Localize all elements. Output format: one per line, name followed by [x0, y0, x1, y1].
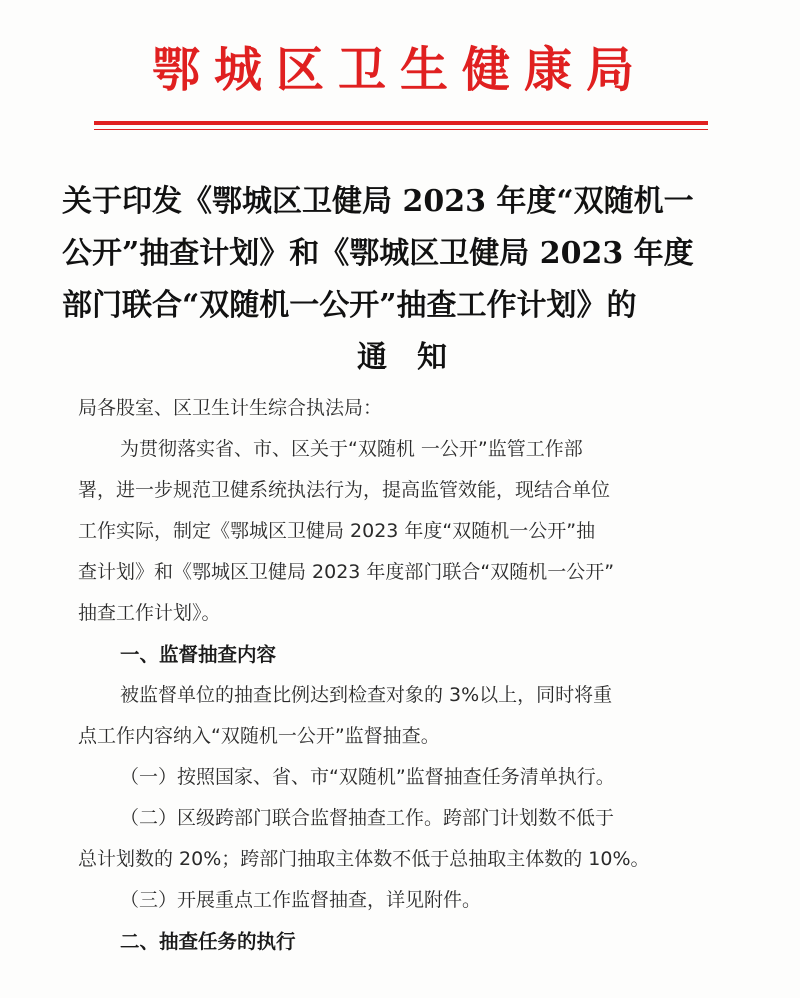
section-1-item-2-line-2: 总计划数的 20%；跨部门抽取主体数不低于总抽取主体数的 10%。 [78, 848, 650, 870]
section-1-item-3: （三）开展重点工作监督抽查，详见附件。 [120, 889, 482, 911]
section-1-heading: 一、监督抽查内容 [120, 643, 277, 666]
document-body [78, 388, 730, 962]
letterhead-rule-thin [94, 129, 708, 130]
intro-line-4: 查计划》和《鄂城区卫健局 2023 年度部门联合“双随机一公开” [78, 561, 615, 583]
intro-line-1: 为贯彻落实省、市、区关于“双随机 一公开”监管工作部 [120, 438, 583, 460]
section-2-heading: 二、抽查任务的执行 [120, 930, 296, 953]
section-1-para-line-1: 被监督单位的抽查比例达到检查对象的 3%以上，同时将重 [120, 684, 613, 706]
title-line-3: 部门联合“双随机一公开”抽查工作计划》的 [62, 288, 637, 323]
intro-line-2: 署，进一步规范卫健系统执法行为，提高监管效能，现结合单位 [78, 479, 611, 501]
intro-line-3: 工作实际，制定《鄂城区卫健局 2023 年度“双随机一公开”抽 [78, 520, 596, 542]
title-line-4: 通知 [357, 340, 477, 375]
letterhead-org-name: 鄂城区卫生健康局 [151, 42, 648, 98]
section-1-item-1: （一）按照国家、省、市“双随机”监督抽查任务清单执行。 [120, 766, 615, 788]
section-1-item-2-line-1: （二）区级跨部门联合监督抽查工作。跨部门计划数不低于 [120, 807, 615, 829]
document-title [62, 176, 742, 384]
intro-line-5: 抽查工作计划》。 [78, 602, 221, 624]
addressee: 局各股室、区卫生计生综合执法局： [78, 397, 383, 419]
letterhead-rule-thick [94, 121, 708, 125]
title-line-2: 公开”抽查计划》和《鄂城区卫健局 2023 年度 [62, 236, 694, 271]
section-1-para-line-2: 点工作内容纳入“双随机一公开”监督抽查。 [78, 725, 440, 747]
title-line-1: 关于印发《鄂城区卫健局 2023 年度“双随机一 [62, 184, 694, 219]
